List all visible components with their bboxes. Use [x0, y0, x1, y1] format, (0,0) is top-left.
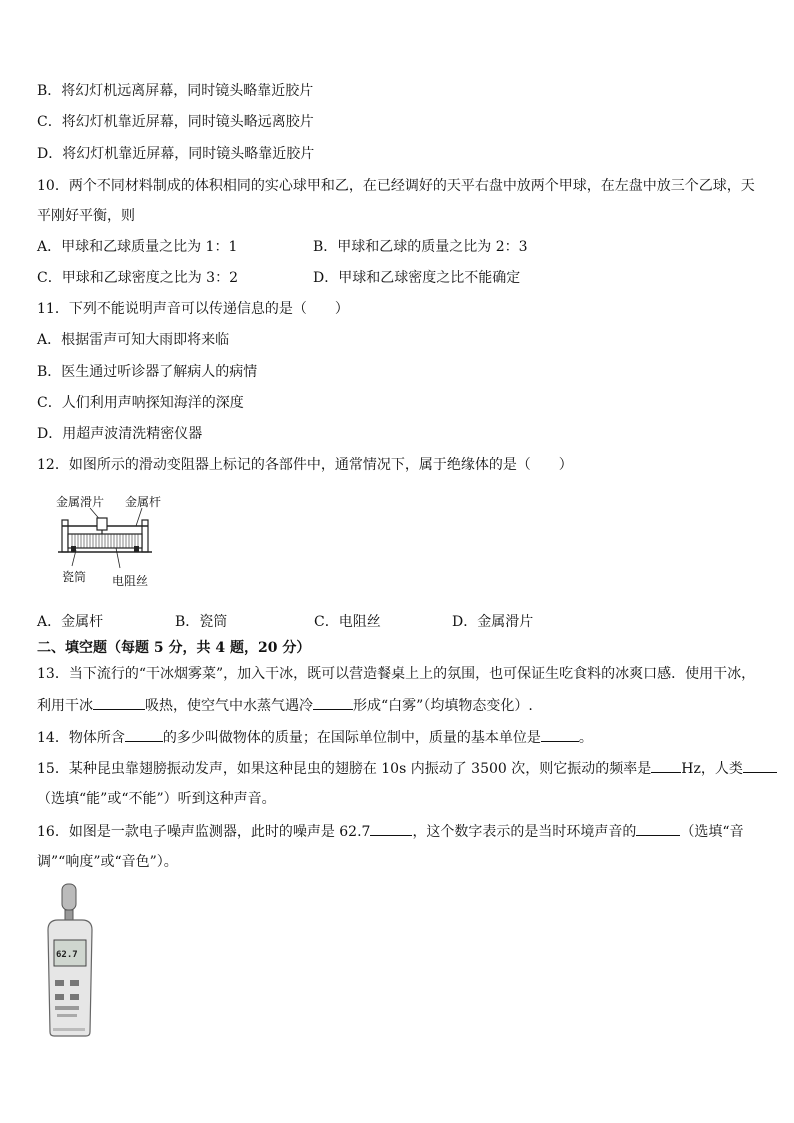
- label-metal-rod: 金属杆: [125, 495, 162, 509]
- q10-option-a: A．甲球和乙球质量之比为 1：1: [37, 239, 238, 255]
- q11-option-a: A．根据雷声可知大雨即将来临: [37, 332, 230, 348]
- q16-blank-1[interactable]: [370, 821, 412, 836]
- q16-blank-2[interactable]: [636, 821, 680, 836]
- q16-text-a: 16．如图是一款电子噪声监测器，此时的噪声是 62.7: [37, 824, 371, 840]
- q15-blank-2[interactable]: [743, 758, 777, 773]
- q12-option-d: D．金属滑片: [452, 614, 534, 630]
- q10-option-b: B．甲球和乙球的质量之比为 2：3: [313, 239, 528, 255]
- q10-option-d: D．甲球和乙球密度之比不能确定: [313, 270, 521, 286]
- q15-text-b: Hz，人类: [681, 761, 743, 777]
- q15-blank-1[interactable]: [651, 758, 681, 773]
- q10-stem-line1: 10．两个不同材料制成的体积相同的实心球甲和乙，在已经调好的天平右盘中放两个甲球，在左盘中放三个乙球，天: [37, 178, 755, 194]
- section2-title: 二、填空题（每题 5 分，共 4 题，20 分）: [37, 640, 311, 656]
- q14-blank-2[interactable]: [541, 727, 579, 742]
- q14-line: [37, 727, 593, 748]
- q13-blank-1[interactable]: [93, 695, 145, 710]
- q13-blank-2[interactable]: [313, 695, 353, 710]
- q12-option-a: A．金属杆: [37, 614, 104, 630]
- q12-stem: 12．如图所示的滑动变阻器上标记的各部件中，通常情况下，属于绝缘体的是（ ）: [37, 457, 573, 473]
- label-metal-slider: 金属滑片: [56, 495, 105, 509]
- q16-line2: 调”“响度”或“音色”）。: [37, 854, 178, 870]
- q9-option-b: B．将幻灯机远离屏幕，同时镜头略靠近胶片: [37, 83, 314, 99]
- q14-text-b: 的多少叫做物体的质量；在国际单位制中，质量的基本单位是: [162, 730, 541, 746]
- q11-option-c: C．人们利用声呐探知海洋的深度: [37, 395, 244, 411]
- q11-stem: 11．下列不能说明声音可以传递信息的是（ ）: [37, 301, 349, 317]
- monitor-display-reading: 62.7: [56, 950, 78, 960]
- q12-option-c: C．电阻丝: [314, 614, 381, 630]
- q9-option-d: D．将幻灯机靠近屏幕，同时镜头略靠近胶片: [37, 146, 315, 162]
- noise-monitor-drawing: [40, 882, 100, 1038]
- q14-blank-1[interactable]: [125, 727, 163, 742]
- q9-option-c: C．将幻灯机靠近屏幕，同时镜头略远离胶片: [37, 114, 314, 130]
- q13-line2: [37, 695, 533, 716]
- q14-text-a: 14．物体所含: [37, 730, 125, 746]
- q12-option-b: B．瓷筒: [175, 614, 228, 630]
- q11-option-d: D．用超声波清洗精密仪器: [37, 426, 203, 442]
- q11-option-b: B．医生通过听诊器了解病人的病情: [37, 364, 258, 380]
- q15-line1: [37, 758, 777, 779]
- q10-option-c: C．甲球和乙球密度之比为 3：2: [37, 270, 238, 286]
- label-resistance-wire: 电阻丝: [112, 574, 149, 588]
- q15-text-a: 15．某种昆虫靠翅膀振动发声，如果这种昆虫的翅膀在 10s 内振动了 3500 次，则它振动的频率是: [37, 761, 652, 777]
- q16-line1: [37, 821, 744, 842]
- q14-text-c: 。: [578, 730, 593, 746]
- q10-stem-line2: 平刚好平衡，则: [37, 208, 135, 224]
- label-porcelain-tube: 瓷筒: [62, 570, 87, 584]
- q13-text-c: 形成“白雾”（均填物态变化）.: [353, 698, 533, 714]
- q15-line2: （选填“能”或“不能”）听到这种声音。: [37, 791, 276, 807]
- q16-text-c: （选填“音: [680, 824, 744, 840]
- q13-text-b: 吸热，使空气中水蒸气遇冷: [145, 698, 313, 714]
- q13-text-a: 利用干冰: [37, 698, 93, 714]
- q16-text-b: ，这个数字表示的是当时环境声音的: [412, 824, 637, 840]
- noise-monitor-figure: [40, 882, 100, 1038]
- rheostat-figure: [50, 490, 180, 590]
- q13-line1: 13．当下流行的“干冰烟雾菜”，加入干冰，既可以营造餐桌上上的氛围，也可保证生吃食料的冰爽口感．使用干冰，: [37, 666, 756, 682]
